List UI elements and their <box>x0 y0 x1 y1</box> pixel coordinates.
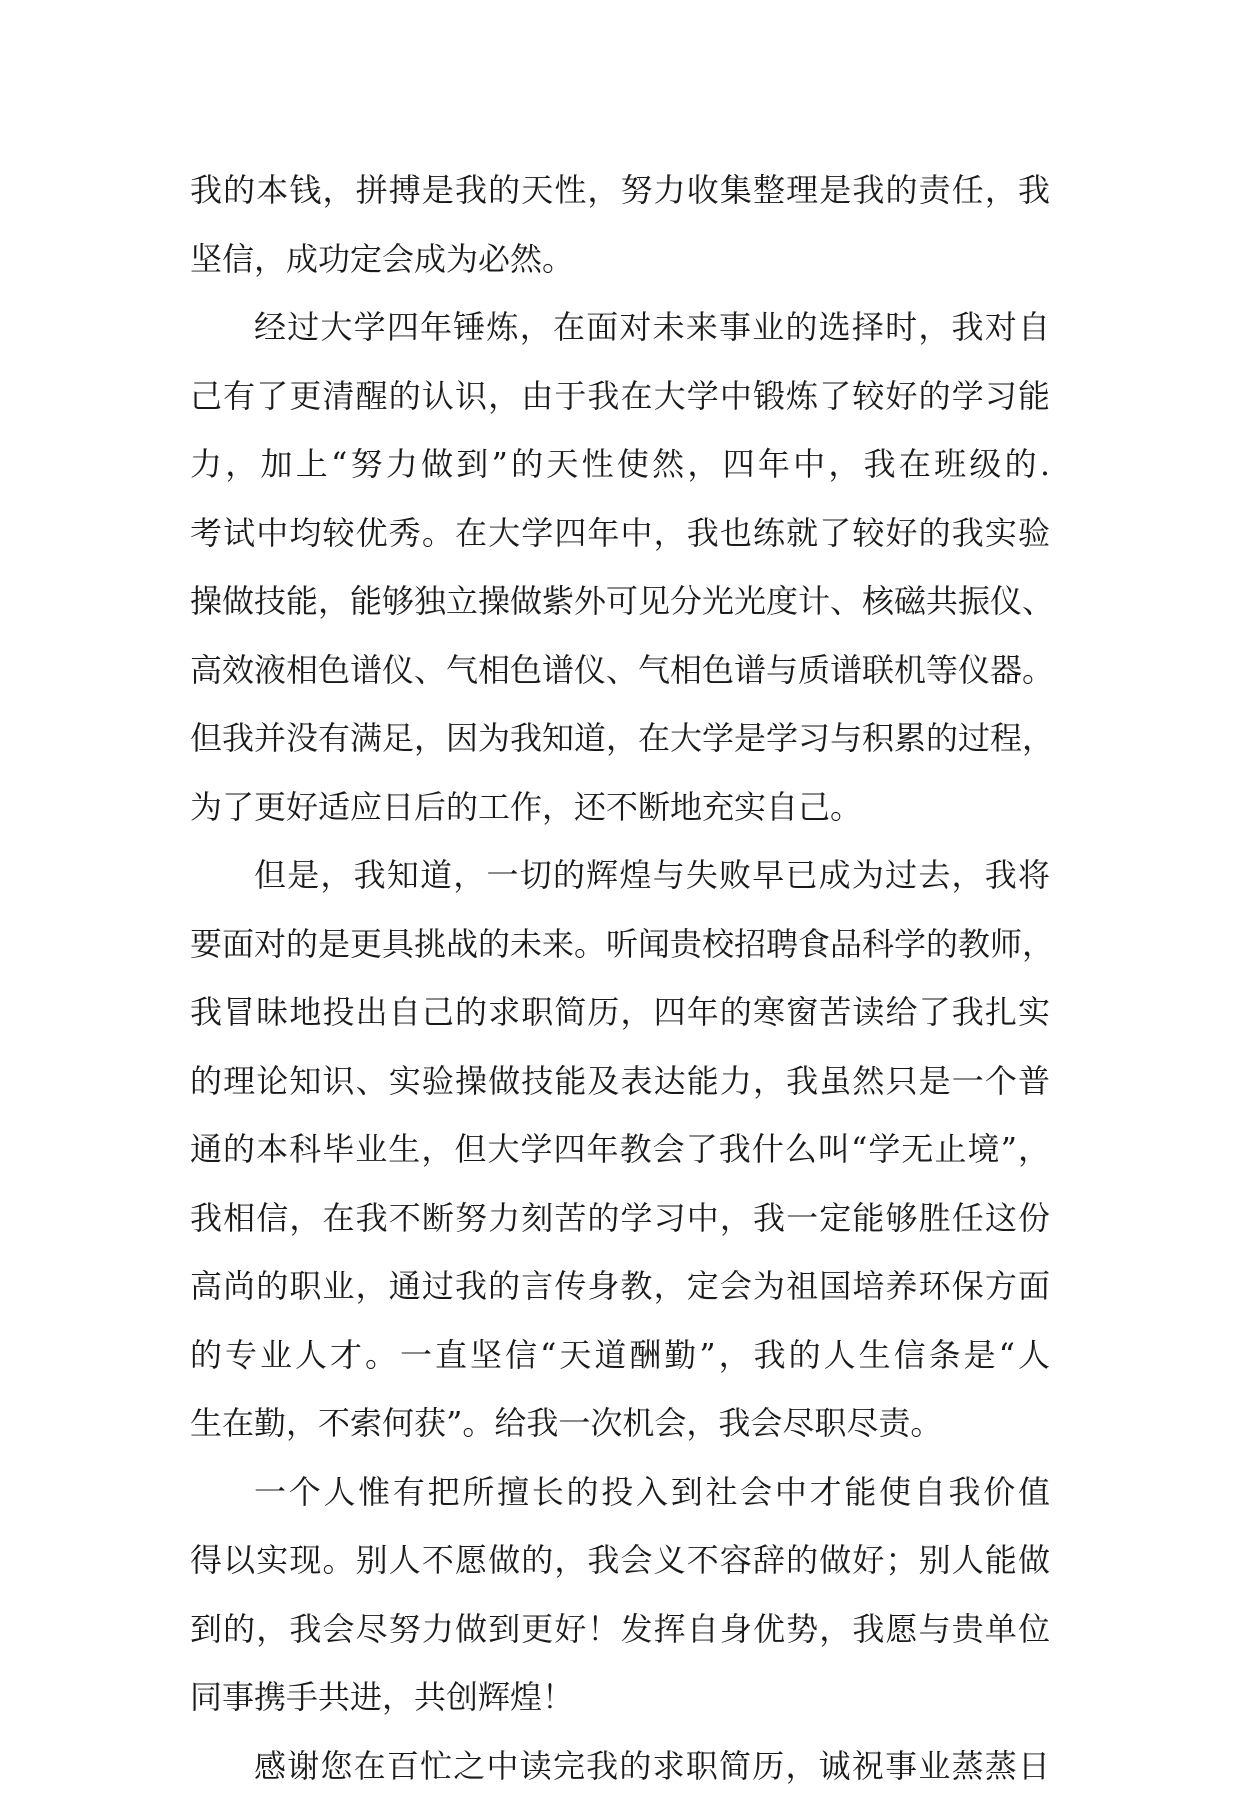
text-line: 高尚的职业，通过我的言传身教，定会为祖国培养环保方面 <box>190 1252 1050 1321</box>
text-line: 我冒昧地投出自己的求职简历，四年的寒窗苦读给了我扎实 <box>190 978 1050 1047</box>
body-text <box>190 156 1050 1800</box>
text-line: 到的，我会尽努力做到更好！发挥自身优势，我愿与贵单位 <box>190 1595 1050 1664</box>
text-line: 得以实现。别人不愿做的，我会义不容辞的做好；别人能做 <box>190 1526 1050 1595</box>
text-line: 己有了更清醒的认识，由于我在大学中锻炼了较好的学习能 <box>190 362 1050 431</box>
text-line: 高效液相色谱仪、气相色谱仪、气相色谱与质谱联机等仪器。 <box>190 636 1050 705</box>
text-line: 生在勤，不索何获”。给我一次机会，我会尽职尽责。 <box>190 1389 1050 1458</box>
text-line: 操做技能，能够独立操做紫外可见分光光度计、核磁共振仪、 <box>190 567 1050 636</box>
text-line: 考试中均较优秀。在大学四年中，我也练就了较好的我实验 <box>190 499 1050 568</box>
text-line: 感谢您在百忙之中读完我的求职简历，诚祝事业蒸蒸日 <box>190 1732 1050 1800</box>
text-line: 一个人惟有把所擅长的投入到社会中才能使自我价值 <box>190 1458 1050 1527</box>
text-line: 要面对的是更具挑战的未来。听闻贵校招聘食品科学的教师， <box>190 910 1050 979</box>
text-line: 通的本科毕业生，但大学四年教会了我什么叫“学无止境”， <box>190 1115 1050 1184</box>
text-line: 的专业人才。一直坚信“天道酬勤”，我的人生信条是“人 <box>190 1321 1050 1390</box>
text-line: 力，加上“努力做到”的天性使然，四年中，我在班级的. <box>190 430 1050 499</box>
text-line: 我相信，在我不断努力刻苦的学习中，我一定能够胜任这份 <box>190 1184 1050 1253</box>
text-line: 我的本钱，拼搏是我的天性，努力收集整理是我的责任，我 <box>190 156 1050 225</box>
text-line: 但是，我知道，一切的辉煌与失败早已成为过去，我将 <box>190 841 1050 910</box>
text-line: 同事携手共进，共创辉煌！ <box>190 1663 1050 1732</box>
text-line: 经过大学四年锤炼，在面对未来事业的选择时，我对自 <box>190 293 1050 362</box>
text-line: 但我并没有满足，因为我知道，在大学是学习与积累的过程， <box>190 704 1050 773</box>
text-line: 的理论知识、实验操做技能及表达能力，我虽然只是一个普 <box>190 1047 1050 1116</box>
text-line: 为了更好适应日后的工作，还不断地充实自己。 <box>190 773 1050 842</box>
text-line: 坚信，成功定会成为必然。 <box>190 225 1050 294</box>
